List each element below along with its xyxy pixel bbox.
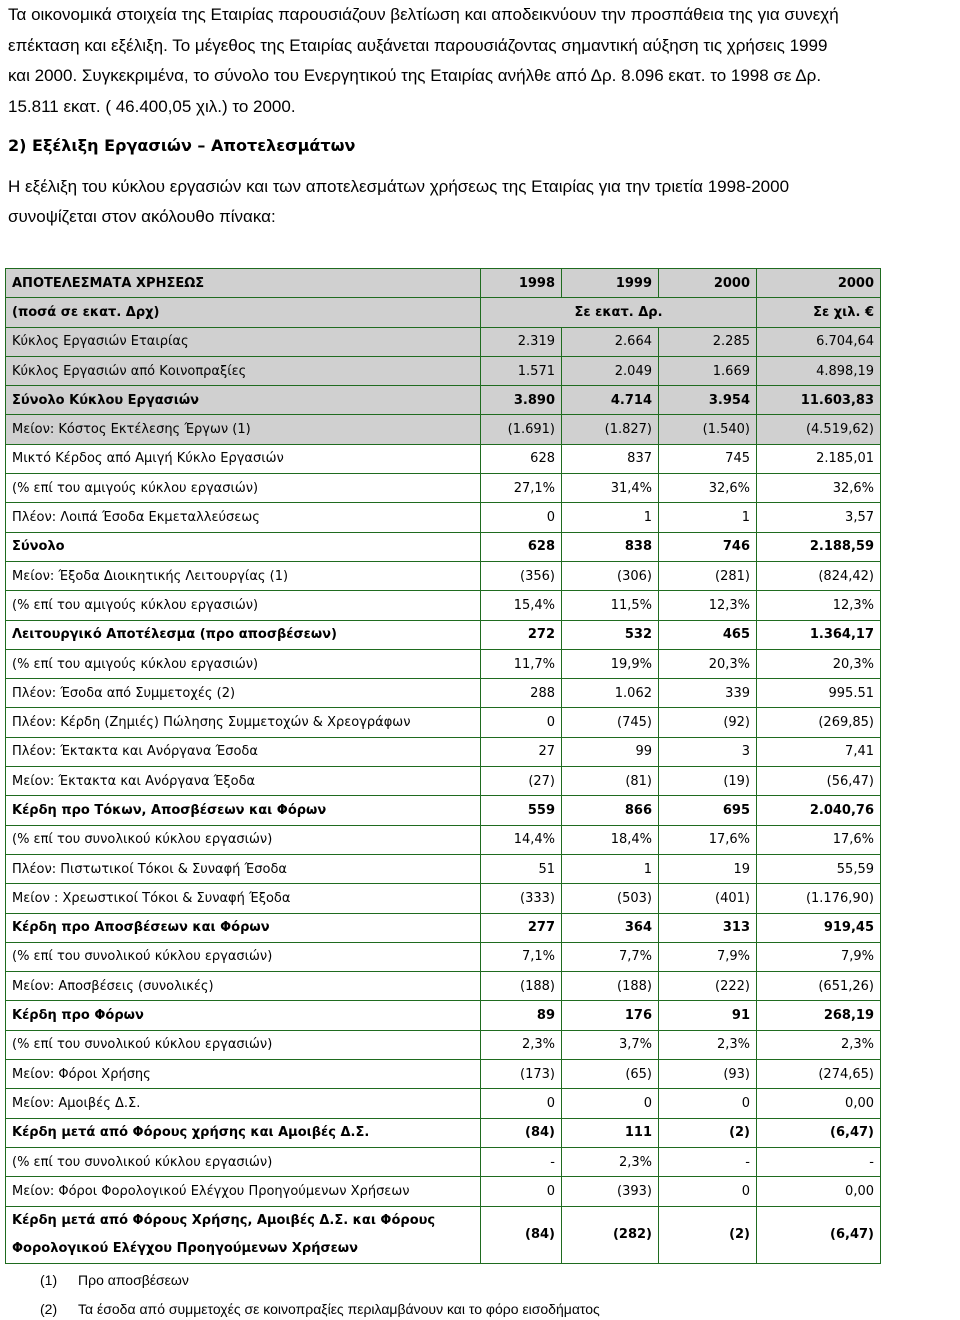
value-2000-eur: 2,3% — [757, 1030, 881, 1059]
value-2000: - — [659, 1147, 757, 1176]
value-2000: 0 — [659, 1177, 757, 1206]
row-label: Μείον: Αποσβέσεις (συνολικές) — [6, 972, 481, 1001]
value-2000: (2) — [659, 1118, 757, 1147]
intro-line: Τα οικονομικά στοιχεία της Εταιρίας παρουσιάζουν βελτίωση και αποδεικνύουν την προσπάθεια της για συνεχή — [8, 5, 839, 24]
value-2000-eur: 0,00 — [757, 1089, 881, 1118]
value-1998: (84) — [481, 1118, 562, 1147]
section-text-line: συνοψίζεται στον ακόλουθο πίνακα: — [8, 207, 276, 226]
value-1998: 272 — [481, 620, 562, 649]
value-2000: 313 — [659, 913, 757, 942]
value-1998: 11,7% — [481, 649, 562, 678]
table-row — [6, 796, 881, 825]
table-row — [6, 1060, 881, 1089]
value-2000-eur: 6.704,64 — [757, 327, 881, 356]
row-label: Λειτουργικό Αποτέλεσμα (προ αποσβέσεων) — [6, 620, 481, 649]
value-1999: 837 — [562, 444, 659, 473]
value-1999: 3,7% — [562, 1030, 659, 1059]
header-year-2000: 2000 — [659, 269, 757, 298]
value-2000-eur: 3,57 — [757, 503, 881, 532]
value-1998: 0 — [481, 1177, 562, 1206]
value-2000: 695 — [659, 796, 757, 825]
value-1999: 2.664 — [562, 327, 659, 356]
row-label: (% επί του συνολικού κύκλου εργασιών) — [6, 1030, 481, 1059]
row-label: Μείον: Έκτακτα και Ανόργανα Έξοδα — [6, 767, 481, 796]
table-row — [6, 708, 881, 737]
table-row — [6, 415, 881, 444]
row-label: Σύνολο Κύκλου Εργασιών — [6, 386, 481, 415]
table-row — [6, 854, 881, 883]
table-row — [6, 503, 881, 532]
value-2000: 12,3% — [659, 591, 757, 620]
value-2000-eur: 12,3% — [757, 591, 881, 620]
value-1999: 2,3% — [562, 1147, 659, 1176]
header-label: ΑΠΟΤΕΛΕΣΜΑΤΑ ΧΡΗΣΕΩΣ — [6, 269, 481, 298]
value-1998: (356) — [481, 561, 562, 590]
row-label: (% επί του συνολικού κύκλου εργασιών) — [6, 1147, 481, 1176]
footnote-text: Τα έσοδα από συμμετοχές σε κοινοπραξίες περιλαμβάνουν και το φόρο εισοδήματος — [78, 1301, 600, 1317]
value-1999: (65) — [562, 1060, 659, 1089]
table-units-row — [6, 298, 881, 327]
value-2000-eur: - — [757, 1147, 881, 1176]
value-1999: 1 — [562, 503, 659, 532]
table-row — [6, 532, 881, 561]
value-2000-eur: 32,6% — [757, 474, 881, 503]
value-1998: 27,1% — [481, 474, 562, 503]
row-label: Σύνολο — [6, 532, 481, 561]
header-year-2000-eur: 2000 — [757, 269, 881, 298]
value-2000: (19) — [659, 767, 757, 796]
value-1999: (1.827) — [562, 415, 659, 444]
table-row — [6, 1147, 881, 1176]
row-label: Πλέον: Κέρδη (Ζημιές) Πώλησης Συμμετοχών & Χρεογράφων — [6, 708, 481, 737]
row-label: (% επί του αμιγούς κύκλου εργασιών) — [6, 474, 481, 503]
value-1998: 2.319 — [481, 327, 562, 356]
value-1999: (393) — [562, 1177, 659, 1206]
value-1998: 89 — [481, 1001, 562, 1030]
value-2000-eur: 268,19 — [757, 1001, 881, 1030]
table-row — [6, 1089, 881, 1118]
value-1998: 628 — [481, 444, 562, 473]
value-2000: (93) — [659, 1060, 757, 1089]
row-label: (% επί του αμιγούς κύκλου εργασιών) — [6, 591, 481, 620]
row-label: Μικτό Κέρδος από Αμιγή Κύκλο Εργασιών — [6, 444, 481, 473]
value-1999: (282) — [562, 1206, 659, 1263]
row-label: Πλέον: Έσοδα από Συμμετοχές (2) — [6, 679, 481, 708]
value-2000-eur: (274,65) — [757, 1060, 881, 1089]
row-label: Μείον: Κόστος Εκτέλεσης Έργων (1) — [6, 415, 481, 444]
value-2000: (2) — [659, 1206, 757, 1263]
footnote-number: (2) — [40, 1301, 58, 1317]
value-2000: 7,9% — [659, 942, 757, 971]
value-2000: 91 — [659, 1001, 757, 1030]
table-row — [6, 1118, 881, 1147]
value-2000-eur: 7,9% — [757, 942, 881, 971]
value-1998: (27) — [481, 767, 562, 796]
row-label: Πλέον: Έκτακτα και Ανόργανα Έσοδα — [6, 737, 481, 766]
value-2000: 745 — [659, 444, 757, 473]
value-1999: 31,4% — [562, 474, 659, 503]
value-1999: 838 — [562, 532, 659, 561]
row-label: Κέρδη προ Αποσβέσεων και Φόρων — [6, 913, 481, 942]
table-row — [6, 356, 881, 385]
table-row — [6, 942, 881, 971]
value-2000-eur: 1.364,17 — [757, 620, 881, 649]
value-2000: (401) — [659, 884, 757, 913]
table-row — [6, 620, 881, 649]
section-text — [8, 172, 956, 232]
value-1998: 628 — [481, 532, 562, 561]
value-1999: 99 — [562, 737, 659, 766]
value-1998: 51 — [481, 854, 562, 883]
table-row — [6, 884, 881, 913]
value-1998: (84) — [481, 1206, 562, 1263]
value-2000-eur: 20,3% — [757, 649, 881, 678]
value-2000-eur: 17,6% — [757, 825, 881, 854]
value-1998: 2,3% — [481, 1030, 562, 1059]
value-1998: 14,4% — [481, 825, 562, 854]
value-2000-eur: 995.51 — [757, 679, 881, 708]
intro-paragraph — [8, 0, 956, 122]
units-label: (ποσά σε εκατ. Δρχ) — [6, 298, 481, 327]
value-2000: 746 — [659, 532, 757, 561]
value-2000-eur: (651,26) — [757, 972, 881, 1001]
row-label: Μείον: Έξοδα Διοικητικής Λειτουργίας (1) — [6, 561, 481, 590]
value-2000-eur: (1.176,90) — [757, 884, 881, 913]
value-2000: 17,6% — [659, 825, 757, 854]
value-1998: (333) — [481, 884, 562, 913]
value-1999: 111 — [562, 1118, 659, 1147]
value-2000: 3 — [659, 737, 757, 766]
header-year-1998: 1998 — [481, 269, 562, 298]
value-2000: 465 — [659, 620, 757, 649]
value-2000-eur: 0,00 — [757, 1177, 881, 1206]
value-2000-eur: (4.519,62) — [757, 415, 881, 444]
value-1998: 0 — [481, 1089, 562, 1118]
value-1998: (1.691) — [481, 415, 562, 444]
value-2000-eur: (6,47) — [757, 1118, 881, 1147]
value-1999: 1 — [562, 854, 659, 883]
footnote-1 — [40, 1272, 189, 1288]
table-row — [6, 972, 881, 1001]
value-2000: (222) — [659, 972, 757, 1001]
value-2000-eur: 4.898,19 — [757, 356, 881, 385]
value-1999: (503) — [562, 884, 659, 913]
table-row — [6, 649, 881, 678]
table-row — [6, 1206, 881, 1263]
value-2000-eur: 7,41 — [757, 737, 881, 766]
row-label: Κύκλος Εργασιών Εταιρίας — [6, 327, 481, 356]
row-label: (% επί του αμιγούς κύκλου εργασιών) — [6, 649, 481, 678]
table-row — [6, 474, 881, 503]
value-2000-eur: 2.185,01 — [757, 444, 881, 473]
value-1999: (306) — [562, 561, 659, 590]
row-label: Πλέον: Λοιπά Έσοδα Εκμεταλλεύσεως — [6, 503, 481, 532]
row-label: Μείον : Χρεωστικοί Τόκοι & Συναφή Έξοδα — [6, 884, 481, 913]
value-1998: 27 — [481, 737, 562, 766]
row-label: Μείον: Φόροι Φορολογικού Ελέγχου Προηγούμενων Χρήσεων — [6, 1177, 481, 1206]
value-2000-eur: (269,85) — [757, 708, 881, 737]
intro-line: και 2000. Συγκεκριμένα, το σύνολο του Ενεργητικού της Εταιρίας ανήλθε από Δρ. 8.096 εκατ. το 1998 σε Δρ. — [8, 66, 822, 85]
value-2000-eur: (56,47) — [757, 767, 881, 796]
table-row — [6, 913, 881, 942]
row-label: Μείον: Αμοιβές Δ.Σ. — [6, 1089, 481, 1118]
table-row — [6, 737, 881, 766]
value-1999: 2.049 — [562, 356, 659, 385]
value-1999: (188) — [562, 972, 659, 1001]
value-1999: 866 — [562, 796, 659, 825]
row-label: (% επί του συνολικού κύκλου εργασιών) — [6, 942, 481, 971]
value-2000-eur: 919,45 — [757, 913, 881, 942]
value-2000: (281) — [659, 561, 757, 590]
value-1999: 532 — [562, 620, 659, 649]
value-1999: 11,5% — [562, 591, 659, 620]
table-row — [6, 1177, 881, 1206]
value-1998: - — [481, 1147, 562, 1176]
footnote-text: Προ αποσβέσεων — [78, 1272, 189, 1288]
value-2000-eur: 2.040,76 — [757, 796, 881, 825]
value-1999: 4.714 — [562, 386, 659, 415]
value-2000-eur: 55,59 — [757, 854, 881, 883]
value-2000-eur: (824,42) — [757, 561, 881, 590]
value-1998: 1.571 — [481, 356, 562, 385]
value-2000: 1.669 — [659, 356, 757, 385]
table-row — [6, 327, 881, 356]
value-1998: 3.890 — [481, 386, 562, 415]
value-2000: 339 — [659, 679, 757, 708]
value-1999: (81) — [562, 767, 659, 796]
value-2000: 2,3% — [659, 1030, 757, 1059]
value-2000: (1.540) — [659, 415, 757, 444]
value-2000: 0 — [659, 1089, 757, 1118]
value-1999: 364 — [562, 913, 659, 942]
intro-line: επέκταση και εξέλιξη. Το μέγεθος της Εταιρίας αυξάνεται παρουσιάζοντας σημαντική αύξηση τις χρήσεις 1999 — [8, 35, 828, 55]
value-2000: 3.954 — [659, 386, 757, 415]
value-1999: 1.062 — [562, 679, 659, 708]
intro-line: 15.811 εκατ. ( 46.400,05 χιλ.) το 2000. — [8, 96, 296, 116]
row-label: Κέρδη μετά από Φόρους χρήσης και Αμοιβές Δ.Σ. — [6, 1118, 481, 1147]
row-label: Κέρδη προ Φόρων — [6, 1001, 481, 1030]
table-row — [6, 825, 881, 854]
value-1998: 7,1% — [481, 942, 562, 971]
table-row — [6, 591, 881, 620]
value-1998: 0 — [481, 708, 562, 737]
value-1999: 0 — [562, 1089, 659, 1118]
row-label: Κύκλος Εργασιών από Κοινοπραξίες — [6, 356, 481, 385]
footnote-number: (1) — [40, 1272, 58, 1288]
table-row — [6, 561, 881, 590]
value-1998: 559 — [481, 796, 562, 825]
value-1998: 15,4% — [481, 591, 562, 620]
value-1998: 0 — [481, 503, 562, 532]
table-row — [6, 386, 881, 415]
value-1998: (188) — [481, 972, 562, 1001]
value-2000: (92) — [659, 708, 757, 737]
value-1999: 19,9% — [562, 649, 659, 678]
value-1999: 176 — [562, 1001, 659, 1030]
value-1998: 277 — [481, 913, 562, 942]
row-label: Μείον: Φόροι Χρήσης — [6, 1060, 481, 1089]
value-2000: 32,6% — [659, 474, 757, 503]
value-1998: 288 — [481, 679, 562, 708]
table-row — [6, 1030, 881, 1059]
value-1999: 18,4% — [562, 825, 659, 854]
value-2000: 1 — [659, 503, 757, 532]
row-label: Πλέον: Πιστωτικοί Τόκοι & Συναφή Έσοδα — [6, 854, 481, 883]
value-2000: 20,3% — [659, 649, 757, 678]
value-1998: (173) — [481, 1060, 562, 1089]
unit-euro: Σε χιλ. € — [757, 298, 881, 327]
value-1999: (745) — [562, 708, 659, 737]
value-2000-eur: 11.603,83 — [757, 386, 881, 415]
value-2000: 2.285 — [659, 327, 757, 356]
table-row — [6, 444, 881, 473]
value-1999: 7,7% — [562, 942, 659, 971]
section-title: 2) Εξέλιξη Εργασιών – Αποτελεσμάτων — [8, 136, 356, 155]
value-2000-eur: (6,47) — [757, 1206, 881, 1263]
unit-drachma: Σε εκατ. Δρ. — [481, 298, 757, 327]
value-2000-eur: 2.188,59 — [757, 532, 881, 561]
section-text-line: Η εξέλιξη του κύκλου εργασιών και των αποτελεσμάτων χρήσεως της Εταιρίας για την τριετία 1998-2000 — [8, 177, 790, 196]
row-label: Κέρδη προ Τόκων, Αποσβέσεων και Φόρων — [6, 796, 481, 825]
row-label: (% επί του συνολικού κύκλου εργασιών) — [6, 825, 481, 854]
table-header-row — [6, 269, 881, 298]
results-table — [5, 268, 881, 1264]
table-row — [6, 767, 881, 796]
footnote-2 — [40, 1301, 600, 1317]
value-2000: 19 — [659, 854, 757, 883]
row-label: Κέρδη μετά από Φόρους Χρήσης, Αμοιβές Δ.Σ. και Φόρους Φορολογικού Ελέγχου Προηγούμενων Χρήσεων — [6, 1206, 481, 1263]
table-row — [6, 679, 881, 708]
table-row — [6, 1001, 881, 1030]
header-year-1999: 1999 — [562, 269, 659, 298]
